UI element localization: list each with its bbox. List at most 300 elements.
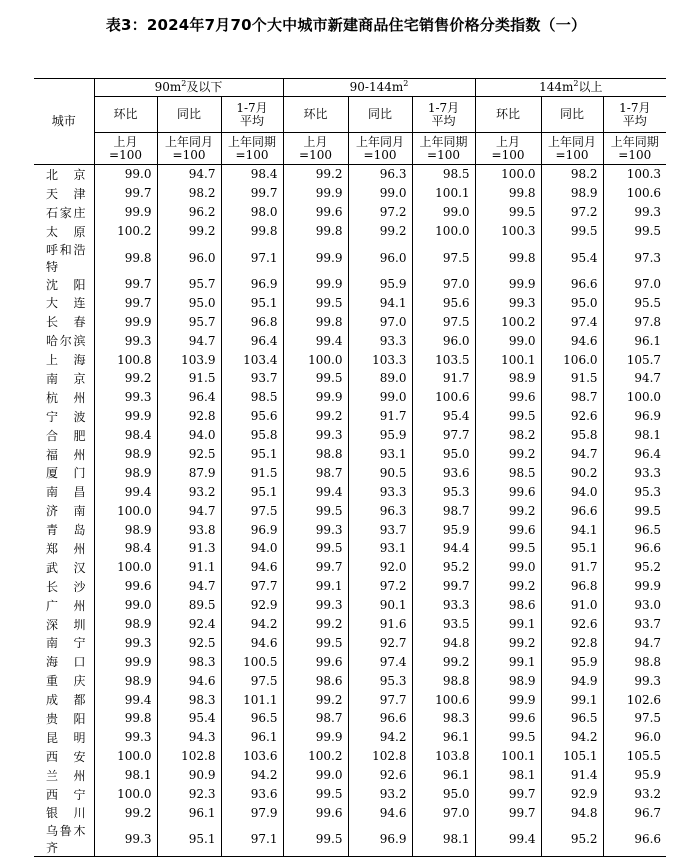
index-value: 99.4 — [94, 690, 157, 709]
index-value: 100.2 — [283, 747, 348, 766]
index-value: 94.2 — [541, 728, 603, 747]
index-value: 96.0 — [412, 331, 475, 350]
index-value: 91.7 — [541, 558, 603, 577]
index-value: 99.3 — [634, 205, 662, 220]
table-row — [34, 766, 666, 785]
table-body — [34, 165, 666, 857]
index-value: 100.0 — [475, 165, 541, 184]
index-value: 90.5 — [348, 463, 412, 482]
index-value: 95.6 — [221, 407, 283, 426]
index-value: 98.4 — [221, 165, 283, 184]
index-value: 99.7 — [221, 184, 283, 203]
city-name: 乌鲁木齐 — [34, 822, 94, 857]
index-value: 94.7 — [157, 577, 221, 596]
table-row — [34, 539, 666, 558]
index-value: 99.8 — [221, 222, 283, 241]
index-value: 99.8 — [283, 312, 348, 331]
index-value: 97.9 — [221, 804, 283, 823]
index-value: 93.6 — [412, 463, 475, 482]
index-value: 92.9 — [221, 596, 283, 615]
index-value: 99.2 — [94, 369, 157, 388]
index-value: 100.3 — [475, 222, 541, 241]
index-value: 99.0 — [475, 331, 541, 350]
index-value: 94.4 — [412, 539, 475, 558]
base-line1: 上年同期 — [610, 134, 659, 149]
index-value: 99.2 — [412, 652, 475, 671]
table-row — [34, 615, 666, 634]
index-value: 99.8 — [475, 184, 541, 203]
base-line2: =100 — [618, 147, 652, 162]
index-value: 94.7 — [634, 371, 662, 386]
index-value: 100.2 — [475, 312, 541, 331]
index-value: 97.1 — [221, 241, 283, 275]
index-value: 96.1 — [221, 728, 283, 747]
index-value: 94.2 — [221, 766, 283, 785]
index-value: 95.0 — [541, 293, 603, 312]
city-name: 西宁 — [34, 785, 94, 804]
index-value: 99.5 — [475, 407, 541, 426]
index-value: 99.5 — [283, 539, 348, 558]
mom-base-header — [283, 133, 348, 165]
index-value: 95.1 — [541, 539, 603, 558]
base-line1: 上年同月 — [548, 134, 597, 149]
index-value: 95.7 — [157, 312, 221, 331]
index-value: 99.7 — [475, 785, 541, 804]
index-value: 98.9 — [94, 445, 157, 464]
index-value: 94.2 — [221, 615, 283, 634]
index-value: 95.8 — [221, 426, 283, 445]
index-value: 99.4 — [283, 482, 348, 501]
city-name: 长春 — [34, 312, 94, 331]
base-line1: 上年同月 — [164, 134, 213, 149]
table-row — [34, 709, 666, 728]
index-value: 98.4 — [94, 539, 157, 558]
index-value: 99.6 — [283, 203, 348, 222]
index-value: 98.7 — [541, 388, 603, 407]
index-value: 102.6 — [626, 692, 662, 707]
index-value: 99.8 — [94, 709, 157, 728]
index-value: 94.1 — [541, 520, 603, 539]
table-row — [34, 520, 666, 539]
table-row — [34, 804, 666, 823]
index-value: 99.2 — [475, 501, 541, 520]
index-value: 97.5 — [412, 241, 475, 275]
index-value: 94.6 — [157, 671, 221, 690]
index-value: 99.9 — [283, 184, 348, 203]
yoy-header: 同比 — [157, 97, 221, 133]
index-value: 99.0 — [283, 766, 348, 785]
index-value: 94.6 — [348, 804, 412, 823]
mom-header: 环比 — [94, 97, 157, 133]
index-value: 103.4 — [221, 350, 283, 369]
index-value: 99.0 — [475, 558, 541, 577]
city-column-header: 城市 — [34, 79, 94, 165]
index-value: 93.3 — [348, 331, 412, 350]
index-value: 99.8 — [94, 241, 157, 275]
index-value: 95.4 — [412, 407, 475, 426]
index-value: 94.7 — [157, 331, 221, 350]
city-name: 郑州 — [34, 539, 94, 558]
index-value: 100.3 — [626, 167, 662, 182]
index-value: 95.4 — [157, 709, 221, 728]
index-value: 97.7 — [221, 577, 283, 596]
table-row — [34, 407, 666, 426]
table-row — [34, 747, 666, 766]
ytd-avg-header — [412, 97, 475, 133]
index-value: 93.1 — [348, 445, 412, 464]
index-value: 99.9 — [475, 275, 541, 294]
index-value: 99.0 — [94, 596, 157, 615]
city-name: 南京 — [34, 369, 94, 388]
group-header-medium: $90-144m^2$ — [283, 79, 475, 97]
index-value: 97.0 — [412, 275, 475, 294]
base-line2: =100 — [109, 147, 142, 162]
index-value: 95.2 — [541, 822, 603, 857]
index-value: 99.0 — [94, 165, 157, 184]
index-value: 98.4 — [94, 426, 157, 445]
index-value: 93.3 — [634, 465, 662, 480]
index-value: 92.0 — [348, 558, 412, 577]
index-value: 94.0 — [157, 426, 221, 445]
index-value: 98.7 — [412, 501, 475, 520]
table-row — [34, 331, 666, 350]
index-value: 94.7 — [157, 165, 221, 184]
index-value: 96.4 — [221, 331, 283, 350]
index-value: 98.7 — [283, 463, 348, 482]
index-value: 95.9 — [348, 426, 412, 445]
index-value: 95.9 — [348, 275, 412, 294]
index-value: 98.1 — [94, 766, 157, 785]
mom-base-header — [94, 133, 157, 165]
table-row — [34, 463, 666, 482]
index-value: 94.1 — [348, 293, 412, 312]
index-value: 97.0 — [348, 312, 412, 331]
index-value: 96.6 — [541, 501, 603, 520]
table-row — [34, 728, 666, 747]
mom-header: 环比 — [283, 97, 348, 133]
yoy-base-header — [157, 133, 221, 165]
index-value: 99.3 — [283, 426, 348, 445]
index-value: 97.5 — [634, 711, 662, 726]
base-line2: =100 — [172, 147, 206, 162]
index-value: 93.5 — [412, 615, 475, 634]
index-value: 91.5 — [157, 369, 221, 388]
base-line1: 上年同期 — [419, 134, 468, 149]
index-value: 92.9 — [541, 785, 603, 804]
index-value: 99.6 — [94, 577, 157, 596]
table-header — [34, 79, 666, 165]
index-value: 96.7 — [634, 805, 662, 820]
index-value: 93.3 — [348, 482, 412, 501]
index-value: 98.2 — [475, 426, 541, 445]
index-value: 99.2 — [283, 407, 348, 426]
index-value: 99.3 — [94, 388, 157, 407]
index-value: 95.5 — [634, 295, 662, 310]
yoy-header: 同比 — [541, 97, 603, 133]
index-value: 94.7 — [634, 635, 662, 650]
index-value: 96.6 — [348, 709, 412, 728]
index-value: 95.4 — [541, 241, 603, 275]
index-value: 99.5 — [283, 633, 348, 652]
city-name: 天津 — [34, 184, 94, 203]
index-value: 94.2 — [348, 728, 412, 747]
index-value: 98.9 — [475, 671, 541, 690]
table-row — [34, 426, 666, 445]
index-value: 91.7 — [412, 369, 475, 388]
table-row — [34, 558, 666, 577]
index-value: 99.9 — [283, 388, 348, 407]
index-value: 95.6 — [412, 293, 475, 312]
index-value: 96.1 — [412, 766, 475, 785]
index-value: 95.1 — [221, 445, 283, 464]
index-value: 87.9 — [157, 463, 221, 482]
yoy-header: 同比 — [348, 97, 412, 133]
mom-header: 环比 — [475, 97, 541, 133]
index-value: 95.3 — [348, 671, 412, 690]
index-value: 93.0 — [634, 598, 662, 613]
index-value: 99.3 — [634, 673, 662, 688]
index-value: 99.5 — [541, 222, 603, 241]
index-value: 97.4 — [348, 652, 412, 671]
yoy-base-header — [541, 133, 603, 165]
index-value: 100.1 — [475, 350, 541, 369]
index-value: 99.9 — [94, 203, 157, 222]
city-name: 沈阳 — [34, 275, 94, 294]
table-row — [34, 690, 666, 709]
index-value: 97.0 — [412, 804, 475, 823]
index-value: 98.8 — [634, 654, 662, 669]
index-value: 96.2 — [157, 203, 221, 222]
index-value: 99.9 — [283, 728, 348, 747]
group-header-large: $144m^2$以上 — [475, 79, 666, 97]
index-value: 91.3 — [157, 539, 221, 558]
index-value: 99.6 — [475, 709, 541, 728]
table-row — [34, 312, 666, 331]
index-value: 99.3 — [94, 822, 157, 857]
index-value: 96.0 — [348, 241, 412, 275]
index-value: 90.1 — [348, 596, 412, 615]
index-value: 95.3 — [412, 482, 475, 501]
base-line1: 上月 — [496, 134, 521, 149]
index-value: 91.6 — [348, 615, 412, 634]
index-value: 92.7 — [348, 633, 412, 652]
index-value: 99.9 — [634, 579, 662, 594]
index-value: 99.2 — [157, 222, 221, 241]
index-value: 99.7 — [412, 577, 475, 596]
index-value: 96.3 — [348, 501, 412, 520]
table-row — [34, 369, 666, 388]
index-value: 96.1 — [634, 333, 662, 348]
index-value: 105.7 — [626, 352, 662, 367]
index-value: 103.9 — [157, 350, 221, 369]
index-value: 99.3 — [94, 728, 157, 747]
index-value: 103.3 — [348, 350, 412, 369]
index-value: 99.7 — [94, 293, 157, 312]
index-value: 99.7 — [475, 804, 541, 823]
index-value: 100.0 — [94, 501, 157, 520]
index-value: 94.0 — [541, 482, 603, 501]
table-row — [34, 165, 666, 184]
index-value: 99.7 — [283, 558, 348, 577]
index-value: 97.3 — [634, 250, 662, 265]
index-value: 99.4 — [94, 482, 157, 501]
index-value: 99.2 — [283, 615, 348, 634]
index-value: 94.7 — [541, 445, 603, 464]
index-value: 91.5 — [221, 463, 283, 482]
index-value: 96.9 — [634, 409, 662, 424]
index-value: 93.1 — [348, 539, 412, 558]
index-value: 92.6 — [348, 766, 412, 785]
index-value: 98.9 — [94, 671, 157, 690]
index-value: 92.8 — [157, 407, 221, 426]
city-name: 武汉 — [34, 558, 94, 577]
index-value: 99.4 — [283, 331, 348, 350]
index-value: 92.8 — [541, 633, 603, 652]
city-name: 昆明 — [34, 728, 94, 747]
index-value: 91.5 — [541, 369, 603, 388]
index-value: 100.0 — [283, 350, 348, 369]
city-name: 北京 — [34, 165, 94, 184]
city-name: 贵阳 — [34, 709, 94, 728]
ytd-avg-header — [603, 97, 666, 133]
index-value: 96.5 — [541, 709, 603, 728]
index-value: 100.0 — [412, 222, 475, 241]
city-name: 厦门 — [34, 463, 94, 482]
index-value: 95.2 — [412, 558, 475, 577]
group-header-small: $90m^2$及以下 — [94, 79, 283, 97]
index-value: 99.5 — [283, 501, 348, 520]
table-row — [34, 671, 666, 690]
index-value: 95.0 — [412, 445, 475, 464]
index-value: 99.3 — [283, 596, 348, 615]
index-value: 95.9 — [634, 768, 662, 783]
index-value: 99.5 — [634, 503, 662, 518]
index-value: 91.1 — [157, 558, 221, 577]
index-value: 99.1 — [283, 577, 348, 596]
city-name: 宁波 — [34, 407, 94, 426]
base-line2: =100 — [299, 147, 332, 162]
index-value: 98.6 — [475, 596, 541, 615]
index-value: 98.2 — [541, 165, 603, 184]
city-name: 合肥 — [34, 426, 94, 445]
index-value: 99.7 — [94, 275, 157, 294]
index-value: 99.1 — [475, 652, 541, 671]
index-value: 99.0 — [412, 203, 475, 222]
ytd-avg-header — [221, 97, 283, 133]
index-value: 97.5 — [412, 312, 475, 331]
index-value: 91.4 — [541, 766, 603, 785]
index-value: 96.3 — [348, 165, 412, 184]
index-value: 100.0 — [94, 558, 157, 577]
index-value: 94.0 — [221, 539, 283, 558]
city-name: 长沙 — [34, 577, 94, 596]
index-value: 100.0 — [94, 785, 157, 804]
table-row — [34, 241, 666, 275]
ytd-base-header — [603, 133, 666, 165]
index-value: 99.0 — [348, 184, 412, 203]
index-value: 98.3 — [157, 690, 221, 709]
base-line2: =100 — [235, 147, 269, 162]
index-value: 99.5 — [475, 539, 541, 558]
index-value: 99.2 — [475, 577, 541, 596]
index-value: 99.2 — [475, 445, 541, 464]
index-value: 99.8 — [475, 241, 541, 275]
index-value: 96.5 — [634, 522, 662, 537]
index-value: 94.6 — [221, 633, 283, 652]
index-value: 97.0 — [634, 277, 662, 291]
index-value: 101.1 — [221, 690, 283, 709]
city-name: 广州 — [34, 596, 94, 615]
index-value: 97.7 — [348, 690, 412, 709]
index-value: 98.5 — [475, 463, 541, 482]
index-value: 93.6 — [221, 785, 283, 804]
index-value: 94.6 — [541, 331, 603, 350]
index-value: 94.7 — [157, 501, 221, 520]
city-name: 南昌 — [34, 482, 94, 501]
index-value: 98.9 — [94, 463, 157, 482]
index-value: 97.8 — [634, 314, 662, 329]
index-value: 100.5 — [221, 652, 283, 671]
index-value: 98.8 — [283, 445, 348, 464]
ytd-base-header — [221, 133, 283, 165]
index-value: 99.5 — [283, 369, 348, 388]
city-name: 呼和浩特 — [34, 241, 94, 275]
table-row — [34, 785, 666, 804]
table-row — [34, 596, 666, 615]
index-value: 92.5 — [157, 445, 221, 464]
index-value: 98.2 — [157, 184, 221, 203]
index-value: 98.1 — [634, 428, 662, 443]
yoy-base-header — [348, 133, 412, 165]
index-value: 102.8 — [157, 747, 221, 766]
ytd-line1: 1-7月 — [236, 100, 268, 115]
table-row — [34, 652, 666, 671]
index-value: 92.3 — [157, 785, 221, 804]
index-value: 92.6 — [541, 615, 603, 634]
index-value: 97.2 — [348, 203, 412, 222]
city-name: 太原 — [34, 222, 94, 241]
table-row — [34, 388, 666, 407]
index-value: 99.0 — [348, 388, 412, 407]
index-value: 99.9 — [475, 690, 541, 709]
index-value: 93.2 — [348, 785, 412, 804]
index-value: 99.1 — [541, 690, 603, 709]
index-value: 98.9 — [475, 369, 541, 388]
ytd-line1: 1-7月 — [427, 100, 460, 115]
index-value: 98.5 — [412, 165, 475, 184]
index-value: 100.6 — [412, 690, 475, 709]
base-line2: =100 — [491, 147, 525, 162]
ytd-line2: 平均 — [239, 113, 264, 128]
base-line2: =100 — [363, 147, 397, 162]
index-value: 90.2 — [541, 463, 603, 482]
index-value: 96.5 — [221, 709, 283, 728]
index-value: 100.2 — [94, 222, 157, 241]
index-value: 96.0 — [634, 730, 662, 745]
city-name: 兰州 — [34, 766, 94, 785]
index-value: 91.7 — [348, 407, 412, 426]
index-value: 90.9 — [157, 766, 221, 785]
index-value: 98.6 — [283, 671, 348, 690]
index-value: 96.4 — [157, 388, 221, 407]
index-value: 99.2 — [348, 222, 412, 241]
table-row — [34, 822, 666, 857]
index-value: 98.9 — [541, 184, 603, 203]
base-line1: 上年同期 — [227, 134, 276, 149]
base-line1: 上月 — [113, 134, 138, 149]
index-value: 95.9 — [541, 652, 603, 671]
index-value: 96.1 — [412, 728, 475, 747]
